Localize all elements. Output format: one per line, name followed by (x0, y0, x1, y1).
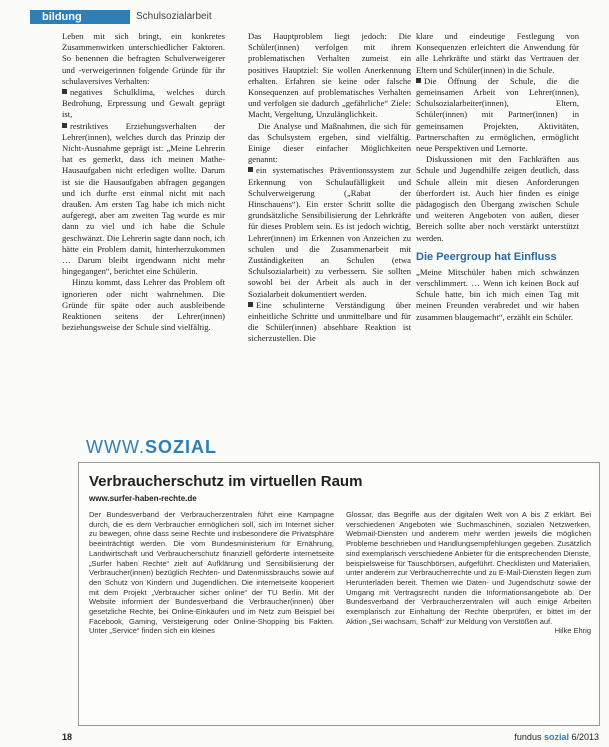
www-prefix: WWW. (86, 437, 145, 457)
paragraph: Hinzu kommt, dass Lehrer das Problem oft ignorieren oder nicht wahrnehmen. Die Gründe für späte oder auch ausbleibende Reaktionen seitens der Lehrer(innen) beziehungsweise der Schule sind vielfältig. (62, 277, 225, 333)
magazine-name: sozial (543, 732, 569, 742)
paragraph: Die Analyse und Maßnahmen, die sich für das Schulsystem ergeben, sind vielfältig. Einige dieser einfacher Möglichkeiten genannt: (248, 120, 411, 165)
paragraph: „Meine Mitschüler haben mich schwänzen verschlimmert. … Wenn ich keinen Bock auf Schule hatte, bin ich mich einen Tag mit meinen Freunden verabredet und wir haben zusammen blaugemacht“, erzählt ein Schüler. (416, 266, 579, 322)
box-column-2 (346, 510, 591, 720)
section-tab (30, 10, 130, 24)
paragraph: klare und eindeutige Festlegung von Konsequenzen erleichtert die Anwendung für alle Lehrkräfte und stärkt das Vertrauen der Eltern und Schüler(innen) in die Schule. (416, 31, 579, 75)
page-footer (62, 732, 599, 744)
bullet-text: negatives Schulklima, welches durch Bedrohung, Erpressung und Gewalt geprägt ist, (62, 87, 225, 120)
bullet-item (62, 121, 225, 278)
magazine-issue (514, 732, 599, 742)
page-header (30, 10, 599, 24)
bullet-text: ein systematisches Präventionssystem zur Erkennung von Schulaufälligkeit und Schulverweigerung („Rabat der Hinschauens“). Ein erster Schritt sollte die grundsätzliche Sensibilisierung der Lehrkräfte für dieses Problem sein. Es ist jedoch wichtig, Lehrer(innen) im Erkennen von Anzeichen zu schulen und die Zusammenarbeit mit Zuständigkeiten an Schulen (etwa Schulsozialarbeit) zu verbessern. Sie sollten sowohl bei der Arbeit als auch in der Sozialarbeit dokumentiert werden. (248, 165, 411, 299)
bullet-text: Eine schulinterne Verständigung über einheitliche Schritte und unmittelbare und für die Schüler(innen) absehbare Reaktion ist sicherzustellen. Die (248, 299, 411, 344)
box-author: Hilke Ehrig (554, 626, 591, 636)
magazine-prefix: fundus (514, 732, 544, 742)
bullet-item (248, 300, 411, 345)
bullet-item (248, 165, 411, 299)
bullet-square-icon (248, 302, 253, 307)
box-title: Verbraucherschutz im virtuellen Raum (89, 473, 363, 490)
box-column-1 (89, 510, 334, 720)
article-column-2 (248, 31, 411, 433)
bullet-square-icon (62, 123, 67, 128)
paragraph: Diskussionen mit den Fachkräften aus Schule und Jugendhilfe zeigen deutlich, dass Schule allein mit diesen Anforderungen überfordert ist. Auch hier finden es einige pädagogisch den Übergang zwischen Schule und weiteren Angeboten von außen, dieser Bereich sollte aber noch verstärkt unterstützt werden. (416, 154, 579, 243)
paragraph: Das Hauptproblem liegt jedoch: Die Schüler(innen) verfolgen mit ihrem problematischen Verhalten zumeist ein positives Hauptziel: Sie wollen Anerkennung erhalten. Erfahren sie keine oder falsche Konsequenzen auf problematisches Verhalten und verfolgen sie dadurch „gefährliche“ Ziele: Macht, Vergeltung, Unzulänglichkeit. (248, 31, 411, 120)
article-column-3 (416, 31, 579, 433)
bullet-item (416, 76, 579, 154)
bullet-text: restriktives Erziehungsverhalten der Lehrer(innen), welches durch das Prinzip der Nicht-Ausnahme geprägt ist: „Meine Lehrerin hat es gemerkt, dass ich meinen Mathe-Hausaufgaben nicht erledigen wollte. Darum ist sie die Hausaufgaben abfragen gegangen und ich durfte erst einmal nicht mit nach draußen. Am ersten Tag habe ich mich nicht aufgeregt, aber am zweiten Tag wurde es mir dann zu viel und ich habe die Schule geschwänzt. Die Lehrerin sagte dann noch, ich hätte ein Problem damit, hinterherzukommen … Darum bleibt irgendwann nicht mehr hingegangen“, berichtet eine Schülerin. (62, 120, 225, 277)
page-number: 18 (62, 732, 73, 742)
article-column-1 (62, 31, 225, 433)
article-body (62, 31, 602, 433)
bullet-text: Die Öffnung der Schule, die die gemeinsamen Arbeit von Lehrer(innen), Schulsozialarbeiter(innen), Eltern, Schüler(innen) mit Partner(innen) in gemeinsamen Projekten, Aktivitäten, Partnerschaften zu ermöglichen, ermöglicht neue Perspektiven und Lernorte. (416, 75, 579, 154)
box-url-link[interactable]: www.surfer-haben-rechte.de (89, 494, 197, 503)
www-word: SOZIAL (144, 437, 217, 457)
box-paragraph: Der Bundesverband der Verbraucherzentralen führt eine Kampagne durch, die es dem Verbraucher ermöglichen soll, sich im Internet sicher zu bewegen, ohne dass seine Rechte und insbesondere die Privatsphäre beeinträchtigt werden. Die vom Bundesministerium für Ernährung, Landwirtschaft und Verbraucherschutz finanziell geförderte internetseite „Surfer haben Rechte“ zielt auf Aufklärung und Sensibilisierung der Verbraucher(innen) bezüglich Rechten- und Datenmissbrauchs sowie auf den Schutz von Kindern und Jugendlichen. Die internetseite kooperiert mit dem Projekt „Verbraucher sicher online“ der TU Berlin. Mit der Website informiert der Bundesverband die Verbraucher(innen) über gesetzliche Rechte, bei Online-Einkäufen und im Netz zum Beispiel bei Facebook, Gaming, Versteigerung oder Online-Shopping bis Fakten. Unter „Service“ finden sich ein kleines (89, 510, 334, 636)
subheading: Die Peergroup hat Einfluss (416, 250, 557, 263)
www-sozial-heading (86, 437, 217, 458)
box-paragraph: Glossar, das Begriffe aus der digitalen Welt von A bis Z erklärt. Bei verschiedenen Angeboten wie Suchmaschinen, sozialen Netzwerken, Webmail-Diensten und anderem mehr werden jeweils die möglichen Probleme beschrieben und Handlungsempfehlungen gegeben. Zusätzlich sind exemplarisch verschiedene Anbieter für die entsprechenden Dienste, beispielsweise für Tauschbörsen, aufgeführt. Checklisten und Materialien, unter anderem zur Verbraucherrechte und zu E-Mail-Diensten liegen zum Herunterladen bereit. Themen wie Daten- und Jugendschutz sowie der Umgang mit Vertragsrecht runden die Informationsangebote ab. Der Bundesverband der Verbraucherzentralen will auch einige Arbeiten exemplarisch zur Einhaltung der Rechte überprüfen, er bittet im der Aktion „Sei wachsam, Schaff“ zur Meldung von Verstößen auf. (346, 510, 591, 626)
section-tab-label: bildung (42, 11, 82, 23)
paragraph: Leben mit sich bringt, ein konkretes Zusammenwirken unterschiedlicher Faktoren. So benennen die befragten Schulverweigerer und -verweigerinnen folgende Gründe für ihr schulaversives Verhalten: (62, 31, 225, 86)
bullet-square-icon (248, 167, 253, 172)
section-label: Schulsozialarbeit (136, 11, 212, 22)
bullet-square-icon (416, 78, 421, 83)
bullet-item (62, 87, 225, 121)
magazine-suffix: 6/2013 (568, 732, 599, 742)
info-box (78, 462, 600, 726)
bullet-square-icon (62, 89, 67, 94)
